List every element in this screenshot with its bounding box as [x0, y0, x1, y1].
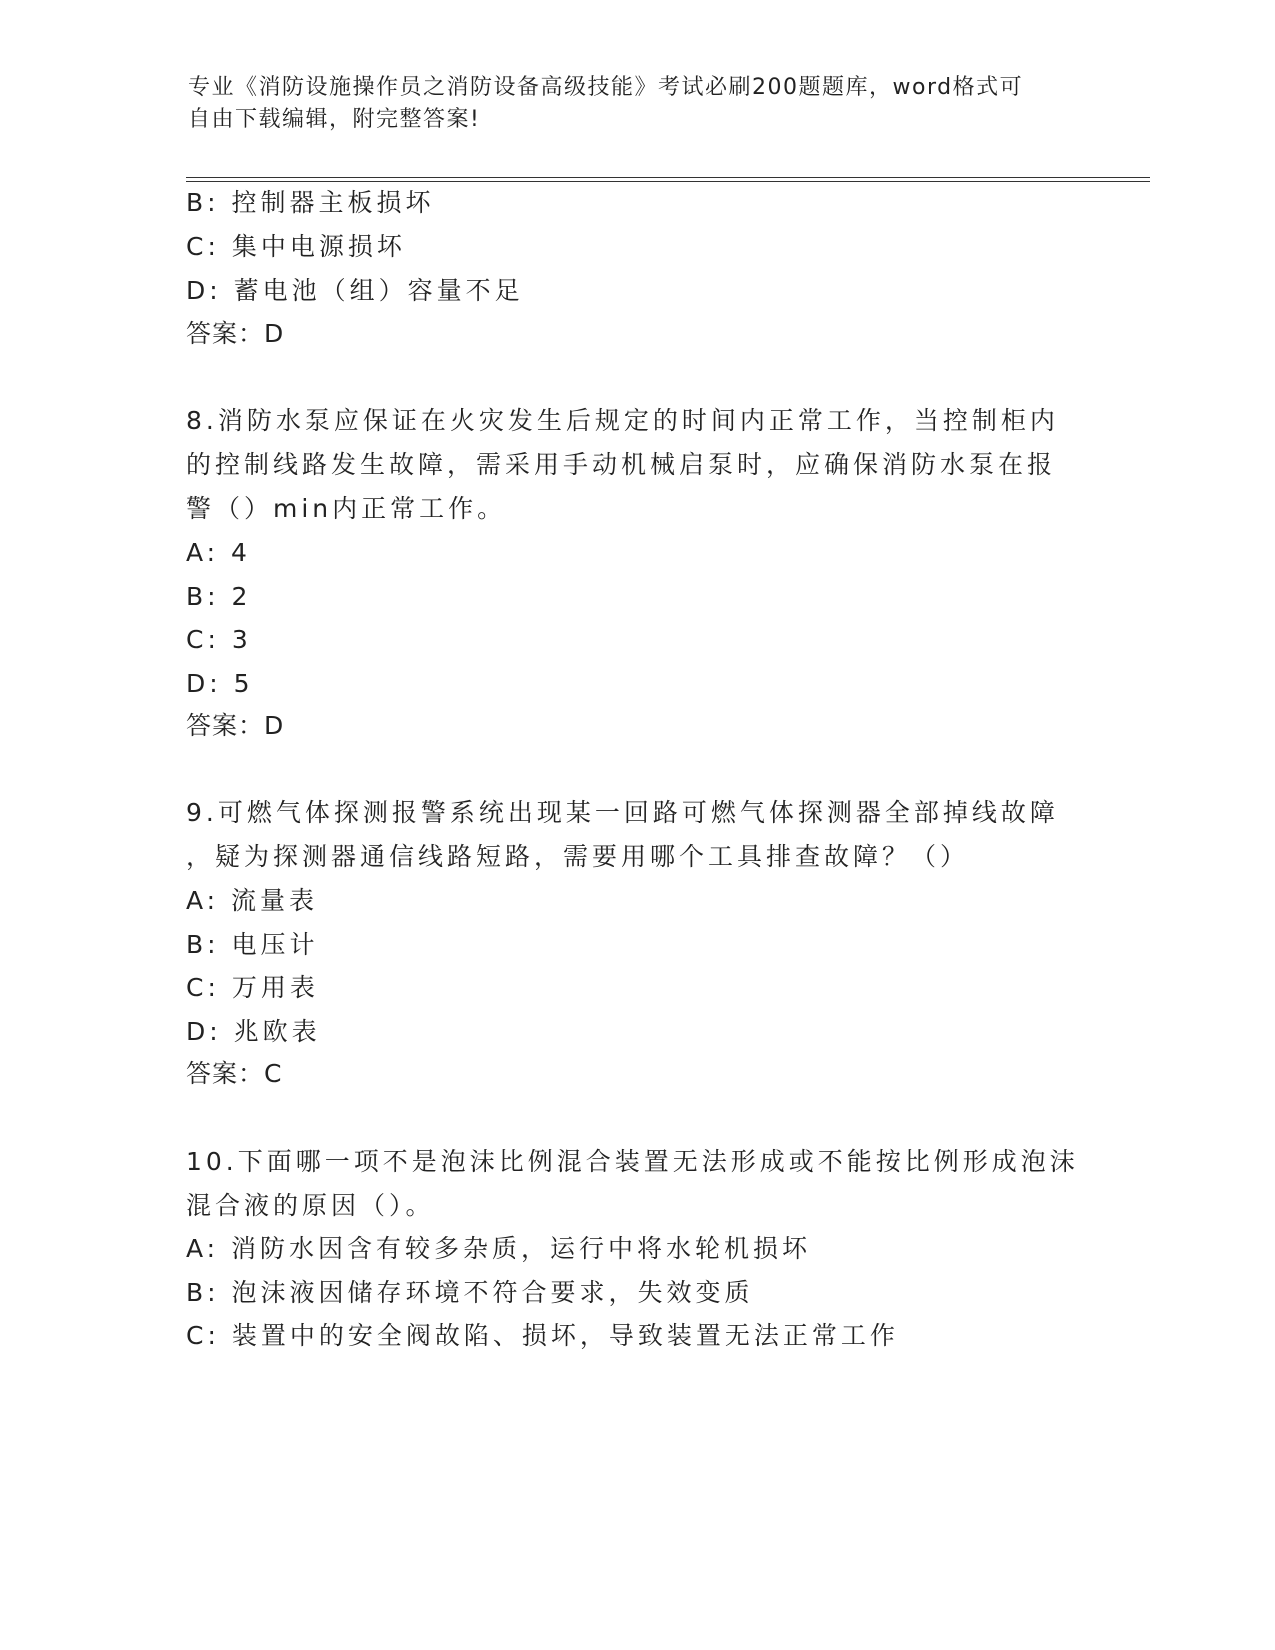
- q10-option-b: B: 泡沫液因储存环境不符合要求，失效变质: [186, 1278, 754, 1307]
- header-divider-top: [186, 177, 1150, 178]
- q8-stem-line-1: 8.消防水泵应保证在火灾发生后规定的时间内正常工作，当控制柜内: [186, 406, 1059, 435]
- q9-option-c: C: 万用表: [186, 973, 319, 1002]
- q8-stem-line-2: 的控制线路发生故障，需采用手动机械启泵时，应确保消防水泵在报: [186, 450, 1057, 479]
- q10-option-a: A: 消防水因含有较多杂质，运行中将水轮机损坏: [186, 1234, 812, 1263]
- q8-option-b: B: 2: [186, 582, 252, 611]
- q8-option-d: D: 5: [186, 669, 254, 698]
- q10-stem-line-1: 10.下面哪一项不是泡沫比例混合装置无法形成或不能按比例形成泡沫: [186, 1147, 1079, 1176]
- header-line-1: 专业《消防设施操作员之消防设备高级技能》考试必刷200题题库，word格式可: [188, 75, 1024, 100]
- q8-option-c: C: 3: [186, 625, 252, 654]
- q10-option-c: C: 装置中的安全阀故陷、损坏，导致装置无法正常工作: [186, 1321, 899, 1350]
- q9-answer: 答案：C: [186, 1059, 283, 1088]
- q7-answer: 答案：D: [186, 319, 285, 348]
- q8-answer: 答案：D: [186, 711, 285, 740]
- q9-option-b: B: 电压计: [186, 930, 319, 959]
- q9-option-a: A: 流量表: [186, 886, 319, 915]
- page-header: [188, 72, 1068, 136]
- header-line-2: 自由下载编辑，附完整答案!: [188, 107, 481, 132]
- q9-option-d: D: 兆欧表: [186, 1017, 321, 1046]
- q9-stem-line-2: ，疑为探测器通信线路短路，需要用哪个工具排查故障？（）: [186, 842, 970, 871]
- q8-stem-line-3: 警（）min内正常工作。: [186, 494, 507, 523]
- q9-stem-line-1: 9.可燃气体探测报警系统出现某一回路可燃气体探测器全部掉线故障: [186, 798, 1059, 827]
- q7-option-c: C: 集中电源损坏: [186, 232, 406, 261]
- q7-option-b: B: 控制器主板损坏: [186, 188, 435, 217]
- q7-option-d: D: 蓄电池（组）容量不足: [186, 276, 524, 305]
- q8-option-a: A: 4: [186, 538, 251, 567]
- q10-stem-line-2: 混合液的原因（）。: [186, 1191, 435, 1220]
